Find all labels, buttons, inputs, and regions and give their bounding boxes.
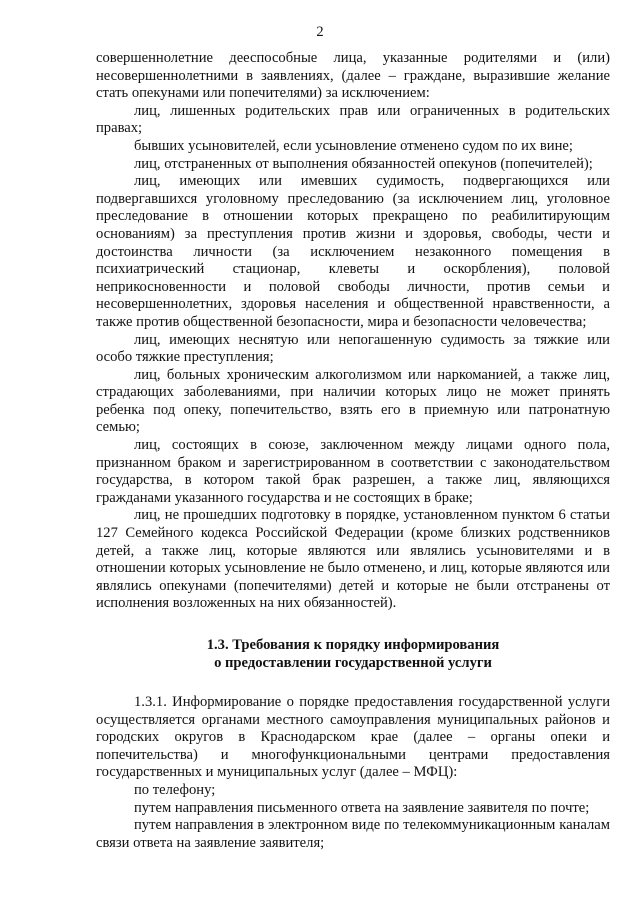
paragraph: лиц, больных хроническим алкоголизмом или наркоманией, а также лиц, страдающих заболеваниями, при наличии которых лицо не может принять ребенка под опеку, попечительство, взять его в приемную или патронатную семью; bbox=[96, 366, 610, 436]
paragraph: лиц, имеющих неснятую или непогашенную судимость за тяжкие или особо тяжкие преступления; bbox=[96, 331, 610, 366]
paragraph: бывших усыновителей, если усыновление отменено судом по их вине; bbox=[134, 137, 573, 154]
paragraph: 1.3.1. Информирование о порядке предоставления государственной услуги осуществляется органами местного самоуправления муниципальных районов и городских округов в Краснодарском крае (далее – органы опеки и попечительства) и многофункциональными центрами предоставления государственных и муниципальных услуг (далее – МФЦ): bbox=[96, 694, 610, 781]
paragraph: по телефону; bbox=[134, 781, 216, 798]
paragraph: путем направления письменного ответа на заявление заявителя по почте; bbox=[134, 799, 590, 816]
page-number: 2 bbox=[316, 24, 324, 40]
paragraph: лиц, не прошедших подготовку в порядке, установленном пунктом 6 статьи 127 Семейного кодекса Российской Федерации (кроме близких родственников детей, а также лиц, которые являются или являлись усыновителями и в отношении которых усыновление не было отменено, и лиц, которые являются или являлись опекунами (попечителями) детей и которые не были отстранены от исполнения возложенных на них обязанностей). bbox=[96, 507, 610, 612]
paragraph: путем направления в электронном виде по телекоммуникационным каналам связи ответа на заявление заявителя; bbox=[96, 817, 610, 851]
paragraph: лиц, лишенных родительских прав или ограниченных в родительских правах; bbox=[96, 102, 610, 137]
paragraph: лиц, состоящих в союзе, заключенном между лицами одного пола, признанном браком и зарегистрированном в соответствии с законодательством государства, в котором такой брак разрешен, а также лиц, являющихся гражданами указанного государства и не состоящих в браке; bbox=[96, 437, 610, 506]
section-heading-line-2: о предоставлении государственной услуги bbox=[214, 655, 492, 671]
section-heading-line-1: 1.3. Требования к порядку информирования bbox=[206, 637, 500, 653]
paragraph: лиц, имеющих или имевших судимость, подвергающихся или подвергавшихся уголовному преследованию (за исключением лиц, уголовное преследование в отношении которых прекращено по реабилитирующим основаниям) за преступления против жизни и здоровья, свободы, чести и достоинства личности (за исключением незаконного помещения в психиатрический стационар, клеветы и оскорбления), половой неприкосновенности и половой свободы личности, против семьи и несовершеннолетних, здоровья населения и общественной нравственности, а также против общественной безопасности, мира и безопасности человечества; bbox=[96, 173, 610, 330]
paragraph: совершеннолетние дееспособные лица, указанные родителями и (или) несовершеннолетними в заявлениях, (далее – граждане, выразившие желание стать опекунами или попечителями) за исключением: bbox=[96, 50, 610, 102]
paragraph: лиц, отстраненных от выполнения обязанностей опекунов (попечителей); bbox=[134, 155, 593, 172]
document-body bbox=[96, 50, 610, 852]
